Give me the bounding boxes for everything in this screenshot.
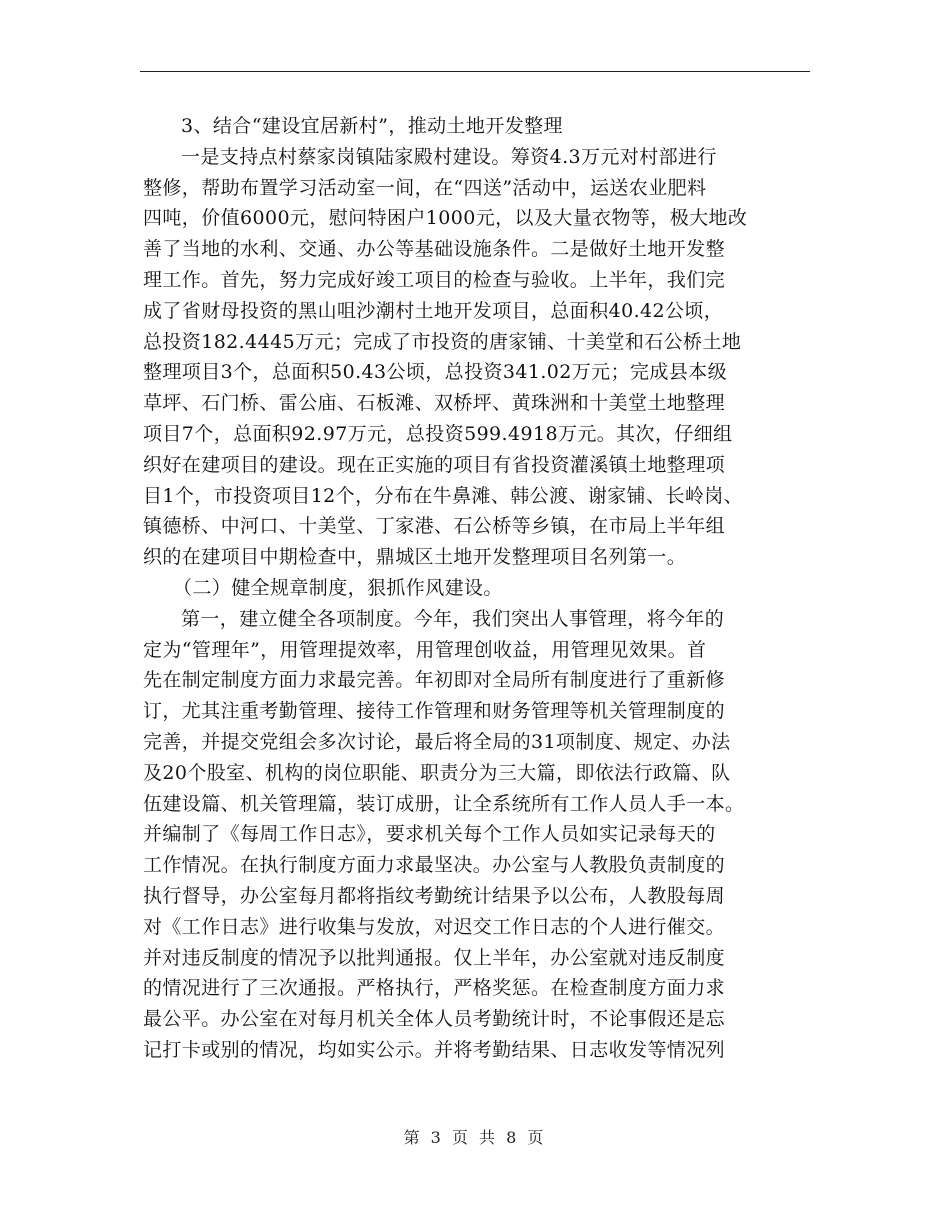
page-number: 第 3 页 共 8 页	[403, 1128, 547, 1147]
section-subheading: （二）健全规章制度，狠抓作风建设。	[173, 576, 503, 599]
paragraph-line: 草坪、石门桥、雷公庙、石板滩、双桥坪、黄珠洲和十美堂土地整理	[143, 392, 726, 415]
paragraph-line: 一是支持点村蔡家岗镇陆家殿村建设。筹资4.3万元对村部进行	[181, 145, 717, 168]
paragraph-line: 工作情况。在执行制度方面力求最坚决。办公室与人教股负责制度的	[143, 854, 726, 877]
paragraph-line: 执行督导，办公室每月都将指纹考勤统计结果予以公布，人教股每周	[143, 884, 726, 907]
paragraph-line: 整修，帮助布置学习活动室一间，在“四送”活动中，运送农业肥料	[143, 176, 707, 199]
paragraph-line: 织好在建项目的建设。现在正实施的项目有省投资灌溪镇土地整理项	[143, 453, 726, 476]
paragraph-line: 项目7个，总面积92.97万元，总投资599.4918万元。其次，仔细组	[143, 422, 733, 445]
header-rule	[140, 71, 810, 72]
paragraph-line: 并编制了《每周工作日志》，要求机关每个工作人员如实记录每天的	[143, 823, 716, 846]
paragraph-line: 完善，并提交党组会多次讨论，最后将全局的31项制度、规定、办法	[143, 730, 731, 753]
paragraph-line: 伍建设篇、机关管理篇，装订成册，让全系统所有工作人员人手一本。	[143, 792, 745, 815]
paragraph-line: 订，尤其注重考勤管理、接待工作管理和财务管理等机关管理制度的	[143, 700, 726, 723]
paragraph-line: 整理项目3个，总面积50.43公顷，总投资341.02万元；完成县本级	[143, 361, 727, 384]
document-body	[143, 111, 811, 1066]
paragraph-line: 定为“管理年”，用管理提效率，用管理创收益，用管理见效果。首	[143, 638, 707, 661]
paragraph-line: 理工作。首先，努力完成好竣工项目的检查与验收。上半年，我们完	[143, 268, 726, 291]
paragraph-line: 及20个股室、机构的岗位职能、职责分为三大篇，即依法行政篇、队	[143, 761, 731, 784]
paragraph-line: 对《工作日志》进行收集与发放，对迟交工作日志的个人进行催交。	[143, 915, 726, 938]
paragraph-line: 总投资182.4445万元；完成了市投资的唐家铺、十美堂和石公桥土地	[143, 330, 742, 353]
paragraph-line: 的情况进行了三次通报。严格执行，严格奖惩。在检查制度方面力求	[143, 977, 726, 1000]
paragraph-line: 目1个，市投资项目12个，分布在牛鼻滩、韩公渡、谢家铺、长岭岗、	[143, 484, 744, 507]
paragraph-line: 织的在建项目中期检查中，鼎城区土地开发整理项目名列第一。	[143, 546, 687, 569]
paragraph-line: 最公平。办公室在对每月机关全体人员考勤统计时，不论事假还是忘	[143, 1008, 726, 1031]
paragraph-line: 第一，建立健全各项制度。今年，我们突出人事管理，将今年的	[181, 607, 725, 630]
paragraph-line: 先在制定制度方面力求最完善。年初即对全局所有制度进行了重新修	[143, 669, 726, 692]
paragraph-line: 记打卡或别的情况，均如实公示。并将考勤结果、日志收发等情况列	[143, 1038, 726, 1061]
paragraph-line: 善了当地的水利、交通、办公等基础设施条件。二是做好土地开发整	[143, 238, 726, 261]
paragraph-line: 成了省财母投资的黑山咀沙潮村土地开发项目，总面积40.42公顷，	[143, 299, 724, 322]
paragraph-line: 并对违反制度的情况予以批判通报。仅上半年，办公室就对违反制度	[143, 946, 726, 969]
paragraph-line: 四吨，价值6000元，慰问特困户1000元，以及大量衣物等，极大地改	[143, 207, 748, 230]
paragraph-line: 镇德桥、中河口、十美堂、丁家港、石公桥等乡镇，在市局上半年组	[143, 515, 726, 538]
section-heading: 3、结合“建设宜居新村”，推动土地开发整理	[181, 115, 563, 137]
